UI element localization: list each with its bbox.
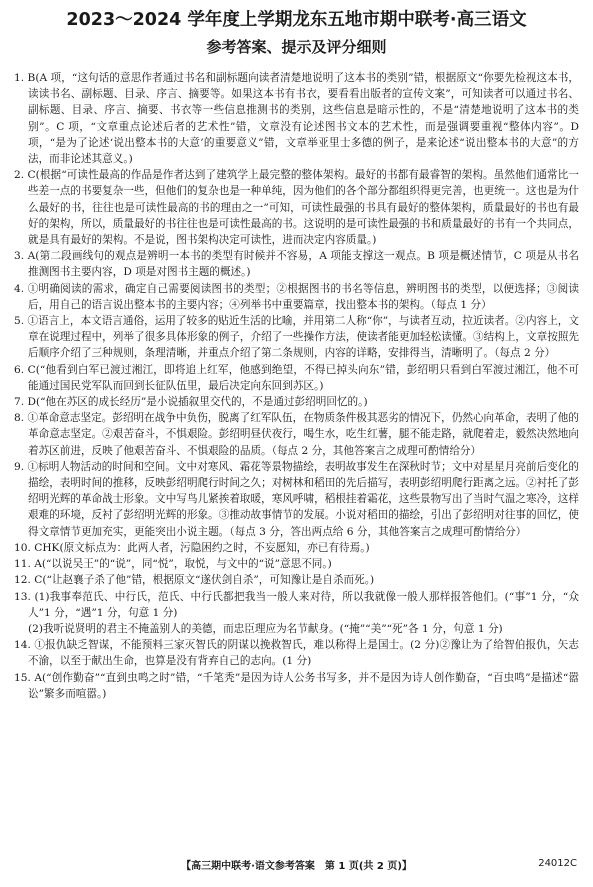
footer-exam-code: 24012C bbox=[538, 858, 577, 869]
answer-item-13: 13. (1)我事奉范氏、中行氏，范氏、中行氏都把我当一般人来对待，所以我就像一般人那样报答他们。(“事”1 分，“众人”1 分，“遇”1 分，句意 1 分) bbox=[14, 590, 579, 619]
page-subtitle: 参考答案、提示及评分细则 bbox=[206, 38, 387, 56]
answer-item-10: 10. CHK(原文标点为：此两人者，污隐困约之时，不妄愿知，亦已有待焉。) bbox=[14, 541, 370, 554]
answer-item-9: 9. ①标明人物活动的时间和空间。文中对寒风、霜花等景物描绘，表明故事发生在深秋时节；文中对星星月亮前后变化的描绘，表明时间的推移，反映彭绍明爬行时间之久；对树林和稻田的先后描写，表明彭绍明爬行距离之远。②衬托了彭绍明光辉的革命战士形象。文中写鸟儿紧挨着取暖，寒风呼啸，稻根挂着霜花，这些景物写出了当时气温之寒冷，这样艰难的环境，反衬了彭绍明光辉的形象。③推动故事情节的发展。小说对稻田的描绘，引出了彭绍明对往事的回忆，使得文章情节更加充实，更能突出小说主题。（每点 3 分，答出两点给 6 分，其他答案言之成理可酌情给分） bbox=[14, 460, 579, 538]
answer-list bbox=[14, 70, 579, 702]
footer-page-info: 【高三期中联考·语文参考答案 第 1 页(共 2 页)】 bbox=[181, 861, 412, 872]
answer-item-11: 11. A(“以说吴王”的“说”，同“悦”，取悦，与文中的“说”意思不同。) bbox=[14, 558, 332, 571]
answer-item-5: 5. ①语言上，本文语言通俗，运用了较多的贴近生活的比喻，并用第二人称“你”，与读者互动，拉近读者。②内容上，文章在说理过程中，列举了很多具体形象的例子，介绍了一些操作方法，使读者能更加轻松读懂。③结构上，文章按照先后顺序介绍了三种规则，条理清晰，并重点介绍了第二条规则，内容的详略，安排得当，清晰明了。（每点 2 分） bbox=[14, 315, 579, 360]
answer-item-12: 12. C(“让赵襄子杀了他”错，根据原文“遂伏剑自杀”，可知豫让是自杀而死。) bbox=[14, 574, 375, 587]
answer-item-8: 8. ①革命意志坚定。彭绍明在战争中负伤，脱离了红军队伍，在物质条件极其恶劣的情况下，仍然心向革命，表明了他的革命意志坚定。②艰苦奋斗，不惧艰险。彭绍明昼伏夜行，喝生水，吃生红薯，腿不能走路，就爬着走，毅然决然地向着苏区前进，反映了他艰苦奋斗、不惧艰险的品质。（每点 2 分，其他答案言之成理可酌情给分） bbox=[14, 412, 579, 457]
answer-item-13-part-2: (2)我听说贤明的君主不掩盖别人的美德，而忠臣理应为名节献身。(“掩”“美”“死”各 1 分，句意 1 分) bbox=[28, 622, 503, 635]
answer-item-1: 1. B(A 项，“这句话的意思作者通过书名和副标题向读者清楚地说明了这本书的类别”错，根据原文“你要先检视这本书，读读书名、副标题、目录、序言、摘要等。如果这本书有书衣，要看看出版者的宣传文案”，可知读者可以通过书名、副标题、目录、序言、摘要、书衣等一些信息推测书的类别，这些信息是暗示性的，不是“清楚地说明了这本书的类别”。C 项，“文章重点论述后者的艺术性”错，文章没有论述图书文本的艺术性，而是强调要重视“整体内容”。D 项，“是为了论述‘说出整本书的大意’的重要意义”错，文章举亚里士多德的例子，是来论述“说出整本书的大意”的方法，而非论述其意义。) bbox=[14, 72, 579, 166]
answer-item-6: 6. C(“他看到白军已渡过湘江，即将追上红军，他感到绝望，不得已掉头向东”错，彭绍明只看到白军渡过湘江，他不可能通过国民党军队而回到长征队伍里，最后决定向东回到苏区。) bbox=[14, 363, 579, 392]
answer-item-2: 2. C(根据“可读性最高的作品是作者达到了建筑学上最完整的整体架构。最好的书都有最睿智的架构。虽然他们通常比一些差一点的书要复杂一些，但他们的复杂也是一种单纯，因为他们的各个部分都组织得更完善，也更统一。这也是为什么最好的书，往往也是可读性最高的书的理由之一”可知，可读性最强的书具有最好的整体架构，质量最好的书也有最好的架构，所以，质量最好的书往往也是可读性最高的书。这说明的是可读性最强的书和质量最好的书有一个共同点，就是具有最好的架构。不是说，图书架构决定可读性，进而决定内容质量。) bbox=[14, 169, 579, 247]
page-footer bbox=[0, 857, 593, 875]
answer-item-4: 4. ①明确阅读的需求，确定自己需要阅读图书的类型；②根据图书的书名等信息，辨明图书的类型，以便选择；③阅读后，用自己的语言说出整本书的主要内容；④列举书中重要篇章，找出整本书的架构。（每点 1 分） bbox=[14, 282, 579, 311]
answer-item-15: 15. A(“创作勤奋”“直到虫鸣之时”错，“千笔秃”是因为诗人公务书写多，并不是因为诗人创作勤奋，“百虫鸣”是描述“嚣讼”繁多而喧嚣。) bbox=[14, 671, 579, 700]
answer-item-14: 14. ①报仇缺乏智谋，不能预料三家灭智氏的阴谋以挽救智氏，难以称得上是国士。(2 分)②豫让为了给智伯报仇，矢志不渝，以至于献出生命，也算是没有背弃自己的志向。(1 分) bbox=[14, 639, 579, 668]
page-title: 2023～2024 学年度上学期龙东五地市期中联考·高三语文 bbox=[66, 10, 527, 30]
answer-item-7: 7. D(“他在苏区的成长经历”是小说插叙里交代的，不是通过彭绍明回忆的。) bbox=[14, 396, 368, 409]
answer-item-3: 3. A(第二段画线句的观点是辨明一本书的类型有时候并不容易，A 项能支撑这一观点。B 项是概述情节，C 项是从书名推测图书主要内容，D 项是对图书主题的概述。) bbox=[14, 250, 579, 279]
